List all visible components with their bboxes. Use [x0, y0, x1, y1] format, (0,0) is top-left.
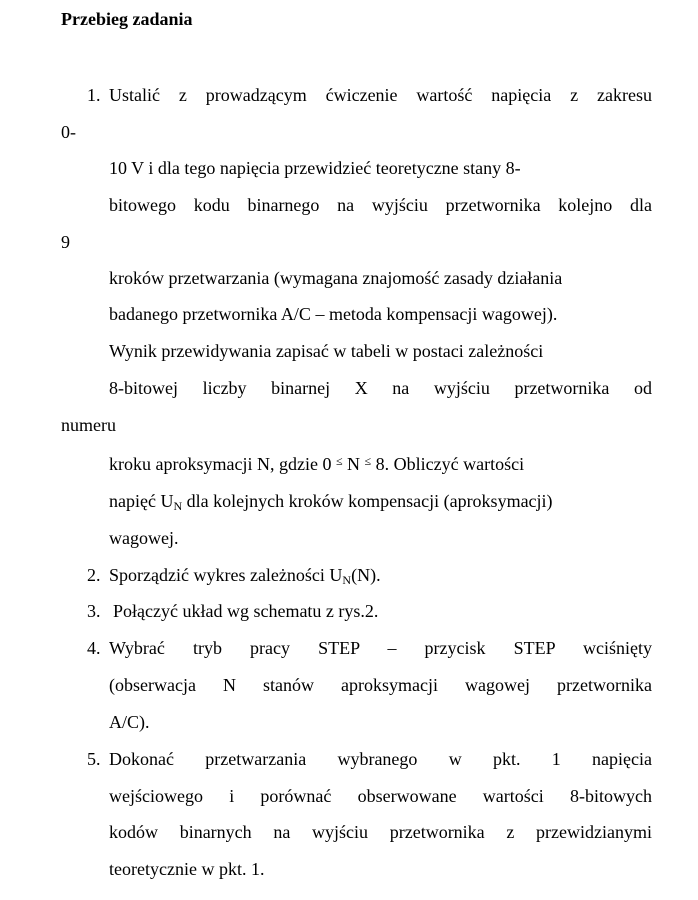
item-2-subscript: N — [342, 573, 352, 587]
item-1-line-12-subscript: N — [173, 499, 183, 513]
item-3-text: Połączyć układ wg schematu z rys.2. — [113, 601, 379, 621]
item-1-line-1: Ustalić z prowadzącym ćwiczenie wartość napięcia z zakresu — [109, 85, 652, 105]
item-1-line-8: Wynik przewidywania zapisać w tabeli w postaci zależności — [109, 341, 544, 361]
item-1-line-12-part-a: napięć U — [109, 491, 174, 511]
item-1-line-7: badanego przetwornika A/C – metoda kompensacji wagowej). — [109, 304, 558, 324]
item-5-line-3: kodów binarnych na wyjściu przetwornika z przewidzianymi — [109, 822, 652, 842]
item-1-line-10: numeru — [61, 415, 116, 435]
item-1-line-11-part-a: kroku aproksymacji N, gdzie 0 — [109, 454, 332, 474]
item-1-line-11-part-c: 8. Obliczyć wartości — [375, 454, 525, 474]
item-5-line-4: teoretycznie w pkt. 1. — [109, 859, 265, 879]
item-1-line-4: bitowego kodu binarnego na wyjściu przetwornika kolejno dla — [109, 195, 652, 215]
item-1-line-13: wagowej. — [109, 528, 179, 548]
item-1-line-2: 0- — [61, 122, 76, 142]
item-1-line-9: 8-bitowej liczby binarnej X na wyjściu przetwornika od — [109, 378, 652, 398]
item-4-line-1: Wybrać tryb pracy STEP – przycisk STEP wciśnięty — [109, 638, 652, 658]
item-2-number: 2. — [87, 565, 101, 585]
item-1-line-5: 9 — [61, 232, 70, 252]
item-1-number: 1. — [87, 85, 101, 105]
item-5-number: 5. — [87, 749, 101, 769]
item-5-line-2: wejściowego i porównać obserwowane wartości 8-bitowych — [109, 786, 652, 806]
item-1-line-11-part-b: N — [347, 454, 361, 474]
item-3-number: 3. — [87, 601, 101, 621]
item-1-line-12-part-b: dla kolejnych kroków kompensacji (aproksymacji) — [182, 491, 553, 511]
item-4-number: 4. — [87, 638, 101, 658]
item-2-text — [109, 564, 381, 586]
item-1-line-3: 10 V i dla tego napięcia przewidzieć teoretyczne stany 8- — [109, 158, 521, 178]
item-2-part-a: Sporządzić wykres zależności U — [109, 565, 343, 585]
item-1-line-11 — [109, 453, 524, 475]
item-2-part-b: (N). — [351, 565, 381, 585]
section-title: Przebieg zadania — [61, 9, 193, 29]
item-1-line-12 — [109, 490, 553, 512]
item-5-line-1: Dokonać przetwarzania wybranego w pkt. 1 napięcia — [109, 749, 652, 769]
item-1-line-6: kroków przetwarzania (wymagana znajomość zasady działania — [109, 268, 563, 288]
leq-symbol-1: ≤ — [335, 454, 343, 468]
leq-symbol-2: ≤ — [364, 454, 372, 468]
item-4-line-3: A/C). — [109, 712, 150, 732]
item-4-line-2: (obserwacja N stanów aproksymacji wagowej przetwornika — [109, 675, 652, 695]
